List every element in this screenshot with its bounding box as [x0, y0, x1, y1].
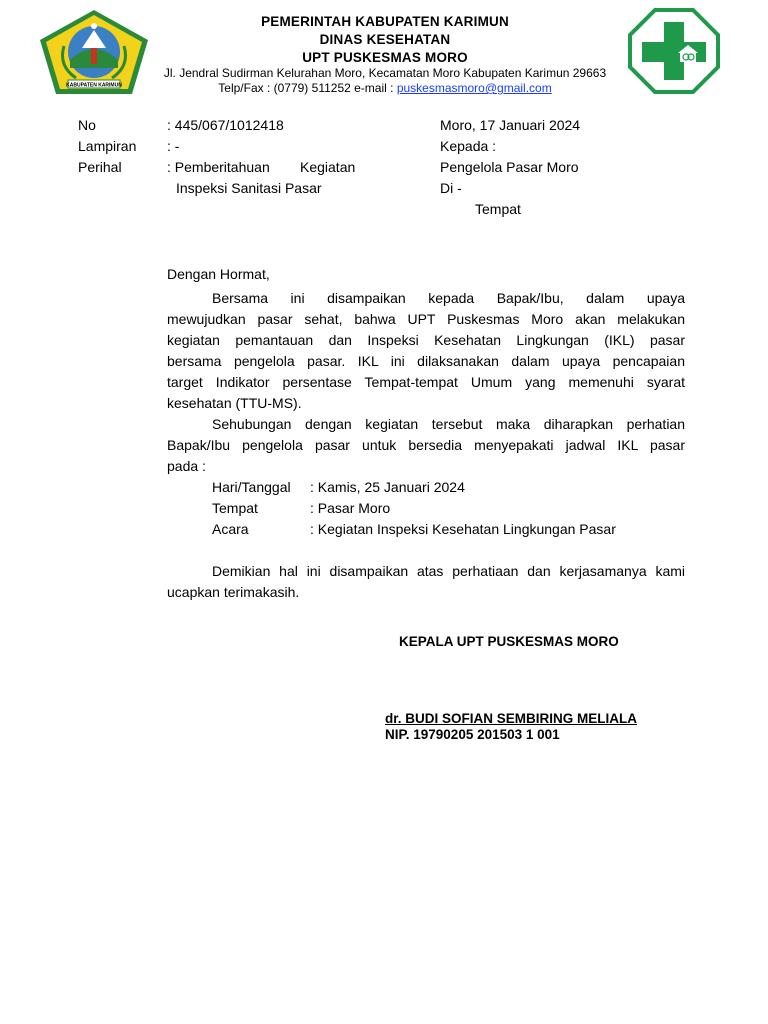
schedule-value-place: : Pasar Moro [310, 500, 391, 516]
letter-date: Moro, 17 Januari 2024 [440, 117, 581, 133]
contact-text: Telp/Fax : (0779) 511252 e-mail : [218, 81, 397, 95]
email-link[interactable]: puskesmasmoro@gmail.com [396, 81, 552, 95]
schedule-label-place: Tempat [212, 500, 258, 516]
schedule-value-date: : Kamis, 25 Januari 2024 [310, 479, 465, 495]
p1-line: kesehatan (TTU-MS). [167, 395, 302, 411]
letterhead-address: Jl. Jendral Sudirman Kelurahan Moro, Kecamatan Moro Kabupaten Karimun 29663 [163, 66, 607, 80]
perihal-value-2: Inspeksi Sanitasi Pasar [176, 180, 322, 196]
lampiran-label: Lampiran [78, 138, 137, 154]
p2-line: Bapak/Ibu pengelola pasar untuk bersedia menyepakati jadwal IKL pasar [167, 437, 685, 453]
letterhead-line-1: PEMERINTAH KABUPATEN KARIMUN [261, 14, 509, 29]
kepada-label: Kepada : [440, 138, 497, 154]
p1-line: bersama pengelola pasar. IKL ini dilaksanakan dalam upaya pencapaian [167, 353, 685, 369]
schedule-label-date: Hari/Tanggal [212, 479, 291, 495]
letterhead-line-2: DINAS KESEHATAN [319, 32, 451, 47]
tempat-label: Tempat [475, 201, 521, 217]
paragraph-1 [167, 288, 685, 414]
perihal-label: Perihal [78, 159, 122, 175]
letterhead-line-3: UPT PUSKESMAS MORO [302, 50, 468, 65]
p2-line: Sehubungan dengan kegiatan tersebut maka diharapkan perhatian [212, 416, 685, 432]
puskesmas-logo [628, 8, 720, 94]
letterhead-contact [150, 81, 620, 95]
perihal-value-1a: : Pemberitahuan [167, 159, 270, 175]
emblem-text: KABUPATEN KARIMUN [66, 82, 122, 89]
closing-paragraph [167, 561, 685, 603]
lampiran-value: : - [167, 138, 180, 154]
p2-line: pada : [167, 458, 206, 474]
p1-line: mewujudkan pasar sehat, bahwa UPT Puskesmas Moro akan melakukan [167, 311, 685, 327]
signature-title: KEPALA UPT PUSKESMAS MORO [399, 634, 619, 649]
greeting: Dengan Hormat, [167, 266, 270, 282]
signatory-name: dr. BUDI SOFIAN SEMBIRING MELIALA [385, 711, 638, 726]
schedule-value-event: : Kegiatan Inspeksi Kesehatan Lingkungan Pasar [310, 521, 616, 537]
perihal-value-1b: Kegiatan [300, 159, 356, 175]
closing-line: Demikian hal ini disampaikan atas perhatiaan dan kerjasamanya kami [212, 563, 685, 579]
no-value: : 445/067/1012418 [167, 117, 284, 133]
closing-line: ucapkan terimakasih. [167, 584, 300, 600]
p1-line: kegiatan pemantauan dan Inspeksi Kesehatan Lingkungan (IKL) pasar [167, 332, 685, 348]
no-label: No [78, 117, 96, 133]
signatory-nip: NIP. 19790205 201503 1 001 [385, 727, 560, 742]
kabupaten-karimun-emblem [36, 8, 152, 98]
schedule-label-event: Acara [212, 521, 249, 537]
p1-line: target Indikator persentase Tempat-tempat Umum yang memenuhi syarat [167, 374, 685, 390]
di-label: Di - [440, 180, 462, 196]
paragraph-2 [167, 414, 685, 477]
p1-line: Bersama ini disampaikan kepada Bapak/Ibu, dalam upaya [212, 290, 685, 306]
recipient-name: Pengelola Pasar Moro [440, 159, 579, 175]
